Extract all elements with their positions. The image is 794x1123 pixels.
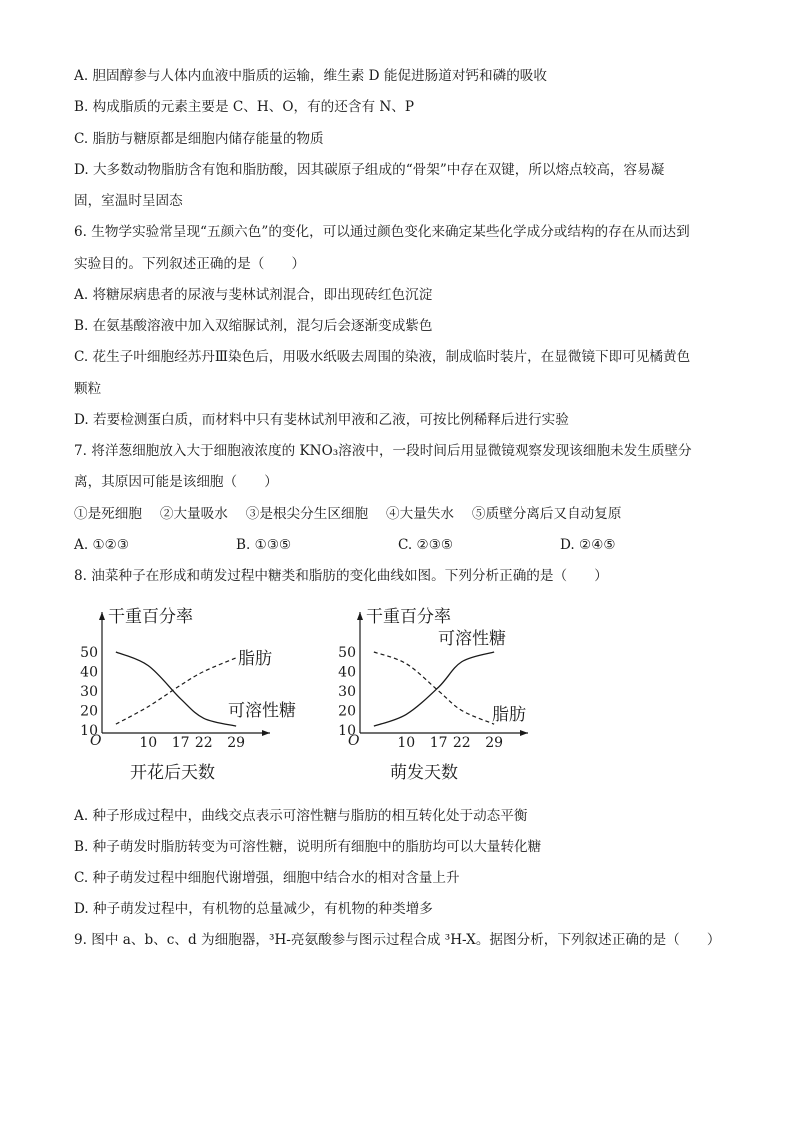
q5-option-d: D. 大多数动物脂肪含有饱和脂肪酸，因其碳原子组成的“骨架”中存在双键，所以熔点较高，容易凝	[74, 162, 665, 178]
x-axis-label: 开花后天数	[130, 763, 215, 783]
q8-stem: 8. 油菜种子在形成和萌发过程中糖类和脂肪的变化曲线如图。下列分析正确的是（ ）	[74, 568, 608, 584]
series-label: 脂肪	[492, 705, 526, 725]
q7-option-b: B. ①③⑤	[236, 537, 292, 553]
q6-stem-cont: 实验目的。下列叙述正确的是（ ）	[74, 256, 306, 272]
y-tick-label: 10	[338, 723, 356, 739]
y-tick-label: 50	[338, 645, 356, 661]
series-line-sugar	[116, 652, 236, 726]
x-tick-label: 10	[397, 735, 416, 751]
y-tick-label: 50	[80, 645, 98, 661]
q8-charts-svg	[70, 600, 550, 790]
q6-option-a: A. 将糖尿病患者的尿液与斐林试剂混合，即出现砖红色沉淀	[74, 287, 433, 303]
x-tick-label: 29	[227, 735, 246, 751]
q6-option-c-cont: 颗粒	[74, 381, 102, 397]
q8-figure	[70, 600, 550, 790]
y-tick-label: 20	[338, 703, 356, 720]
x-tick-label: 17	[171, 735, 190, 751]
y-tick-label: 40	[80, 664, 98, 681]
x-tick-label: 22	[194, 735, 213, 751]
x-tick-label: 29	[485, 735, 504, 751]
q5-option-a: A. 胆固醇参与人体内血液中脂质的运输，维生素 D 能促进肠道对钙和磷的吸收	[74, 68, 547, 84]
x-tick-label: 22	[452, 735, 471, 751]
q8-option-b: B. 种子萌发时脂肪转变为可溶性糖，说明所有细胞中的脂肪均可以大量转化糖	[74, 839, 542, 855]
x-tick-label: 17	[429, 735, 448, 751]
q7-option-c: C. ②③⑤	[398, 537, 454, 553]
series-label: 可溶性糖	[228, 701, 296, 721]
q7-option-a: A. ①②③	[74, 537, 130, 553]
x-tick-label: 10	[139, 735, 158, 751]
q5-option-d-cont: 固，室温时呈固态	[74, 193, 183, 209]
y-axis-arrow	[99, 612, 105, 620]
q6-option-d: D. 若要检测蛋白质，而材料中只有斐林试剂甲液和乙液，可按比例稀释后进行实验	[74, 412, 569, 428]
q5-option-c: C. 脂肪与糖原都是细胞内储存能量的物质	[74, 131, 324, 147]
x-axis-arrow	[262, 730, 270, 736]
q8-option-c: C. 种子萌发过程中细胞代谢增强，细胞中结合水的相对含量上升	[74, 870, 460, 886]
y-axis-label: 干重百分率	[108, 607, 193, 627]
chart-germination	[338, 607, 528, 783]
series-line-sugar	[374, 652, 494, 726]
y-axis-label: 干重百分率	[366, 607, 451, 627]
q6-stem: 6. 生物学实验常呈现“五颜六色”的变化，可以通过颜色变化来确定某些化学成分或结构的存在从而达到	[74, 224, 690, 240]
series-label: 可溶性糖	[438, 629, 506, 649]
series-label: 脂肪	[238, 649, 272, 669]
q7-stem: 7. 将洋葱细胞放入大于细胞液浓度的 KNO₃溶液中，一段时间后用显微镜观察发现该细胞未发生质壁分	[74, 443, 692, 459]
q7-option-d: D. ②④⑤	[560, 537, 616, 553]
y-axis-arrow	[357, 612, 363, 620]
q7-stem-cont: 离，其原因可能是该细胞（ ）	[74, 474, 278, 490]
x-axis-arrow	[520, 730, 528, 736]
y-tick-label: 30	[338, 684, 356, 700]
origin-label: O	[90, 733, 102, 749]
q6-option-c: C. 花生子叶细胞经苏丹Ⅲ染色后，用吸水纸吸去周围的染液，制成临时装片，在显微镜下即可见橘黄色	[74, 349, 691, 365]
y-tick-label: 20	[80, 703, 98, 720]
q8-option-d: D. 种子萌发过程中，有机物的总量减少，有机物的种类增多	[74, 901, 433, 917]
x-axis-label: 萌发天数	[390, 763, 458, 783]
series-line-fat	[116, 658, 236, 724]
origin-label: O	[348, 733, 360, 749]
q9-stem: 9. 图中 a、b、c、d 为细胞器，³H-亮氨酸参与图示过程合成 ³H-X。据图分析，下列叙述正确的是（ ）	[74, 932, 721, 948]
q5-option-b: B. 构成脂质的元素主要是 C、H、O，有的还含有 N、P	[74, 99, 414, 115]
y-tick-label: 40	[338, 664, 356, 681]
y-tick-label: 10	[80, 723, 98, 739]
q7-choices: ①是死细胞 ②大量吸水 ③是根尖分生区细胞 ④大量失水 ⑤质壁分离后又自动复原	[74, 506, 622, 522]
q8-option-a: A. 种子形成过程中，曲线交点表示可溶性糖与脂肪的相互转化处于动态平衡	[74, 808, 528, 824]
chart-formation	[80, 607, 296, 783]
series-line-fat	[374, 652, 494, 724]
y-tick-label: 30	[80, 684, 98, 700]
q6-option-b: B. 在氨基酸溶液中加入双缩脲试剂，混匀后会逐渐变成紫色	[74, 318, 433, 334]
